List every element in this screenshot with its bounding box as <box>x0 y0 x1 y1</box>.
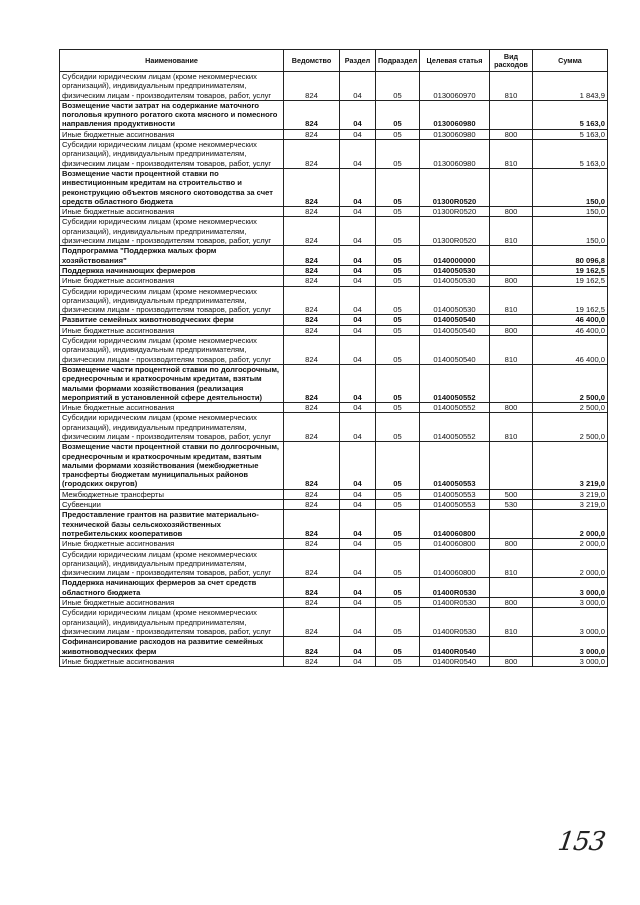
cell-section: 04 <box>340 364 376 402</box>
cell-section: 04 <box>340 207 376 217</box>
cell-department: 824 <box>284 442 340 489</box>
cell-target-article: 0140050552 <box>420 364 490 402</box>
cell-expense-type: 810 <box>490 608 533 637</box>
cell-subsection: 05 <box>376 598 420 608</box>
cell-subsection: 05 <box>376 100 420 129</box>
cell-sum: 46 400,0 <box>533 315 608 325</box>
cell-section: 04 <box>340 539 376 549</box>
cell-target-article: 0140060800 <box>420 549 490 578</box>
cell-department: 824 <box>284 325 340 335</box>
table-row <box>60 140 608 169</box>
cell-expense-type: 800 <box>490 129 533 139</box>
cell-target-article: 0130060980 <box>420 100 490 129</box>
column-header-department: Ведомство <box>284 50 340 72</box>
cell-department: 824 <box>284 140 340 169</box>
cell-department: 824 <box>284 336 340 365</box>
cell-section: 04 <box>340 246 376 266</box>
cell-department: 824 <box>284 637 340 657</box>
cell-section: 04 <box>340 413 376 442</box>
cell-expense-type: 810 <box>490 72 533 101</box>
cell-department: 824 <box>284 265 340 275</box>
table-body <box>60 72 608 667</box>
cell-name: Возмещение части процентной ставки по инвестиционным кредитам на строительство и реконструкцию объектов мясного скотоводства за счет средств областного бюджета <box>60 168 284 206</box>
cell-section: 04 <box>340 72 376 101</box>
cell-name: Субсидии юридическим лицам (кроме некоммерческих организаций), индивидуальным предпринимателям, физическим лицам - производителям товаров, работ, услуг <box>60 286 284 315</box>
cell-expense-type <box>490 168 533 206</box>
cell-expense-type <box>490 246 533 266</box>
table-row <box>60 656 608 666</box>
cell-department: 824 <box>284 510 340 539</box>
cell-subsection: 05 <box>376 364 420 402</box>
cell-sum: 3 000,0 <box>533 637 608 657</box>
table-row <box>60 598 608 608</box>
cell-name: Поддержка начинающих фермеров <box>60 265 284 275</box>
cell-expense-type: 800 <box>490 598 533 608</box>
cell-department: 824 <box>284 539 340 549</box>
cell-subsection: 05 <box>376 286 420 315</box>
cell-department: 824 <box>284 207 340 217</box>
cell-sum: 3 219,0 <box>533 500 608 510</box>
cell-expense-type: 800 <box>490 539 533 549</box>
cell-name: Возмещение части затрат на содержание маточного поголовья крупного рогатого скота мясного и помесного направления продуктивности <box>60 100 284 129</box>
cell-target-article: 01300R0520 <box>420 217 490 246</box>
cell-subsection: 05 <box>376 276 420 286</box>
table-row <box>60 72 608 101</box>
cell-sum: 150,0 <box>533 217 608 246</box>
cell-name: Иные бюджетные ассигнования <box>60 403 284 413</box>
cell-subsection: 05 <box>376 578 420 598</box>
cell-sum: 150,0 <box>533 207 608 217</box>
cell-department: 824 <box>284 246 340 266</box>
cell-subsection: 05 <box>376 336 420 365</box>
cell-sum: 2 500,0 <box>533 413 608 442</box>
cell-target-article: 0140050553 <box>420 442 490 489</box>
cell-section: 04 <box>340 325 376 335</box>
cell-expense-type: 810 <box>490 549 533 578</box>
table-row <box>60 129 608 139</box>
table-row <box>60 500 608 510</box>
cell-expense-type: 800 <box>490 403 533 413</box>
cell-target-article: 01300R0520 <box>420 168 490 206</box>
cell-target-article: 0140060800 <box>420 510 490 539</box>
cell-sum: 5 163,0 <box>533 100 608 129</box>
cell-name: Субсидии юридическим лицам (кроме некоммерческих организаций), индивидуальным предпринимателям, физическим лицам - производителям товаров, работ, услуг <box>60 336 284 365</box>
cell-section: 04 <box>340 510 376 539</box>
cell-target-article: 01400R0540 <box>420 637 490 657</box>
cell-sum: 2 000,0 <box>533 549 608 578</box>
cell-expense-type <box>490 442 533 489</box>
table-row <box>60 217 608 246</box>
table-row <box>60 100 608 129</box>
cell-expense-type <box>490 265 533 275</box>
cell-expense-type: 810 <box>490 140 533 169</box>
cell-expense-type: 810 <box>490 217 533 246</box>
cell-sum: 3 000,0 <box>533 656 608 666</box>
cell-department: 824 <box>284 315 340 325</box>
cell-department: 824 <box>284 549 340 578</box>
cell-name: Иные бюджетные ассигнования <box>60 325 284 335</box>
table-row <box>60 336 608 365</box>
cell-subsection: 05 <box>376 510 420 539</box>
cell-expense-type: 810 <box>490 286 533 315</box>
cell-subsection: 05 <box>376 500 420 510</box>
cell-subsection: 05 <box>376 656 420 666</box>
cell-expense-type: 500 <box>490 489 533 499</box>
cell-expense-type <box>490 510 533 539</box>
cell-expense-type <box>490 315 533 325</box>
cell-target-article: 0140050540 <box>420 336 490 365</box>
cell-sum: 3 000,0 <box>533 578 608 598</box>
cell-name: Возмещение части процентной ставки по долгосрочным, среднесрочным и краткосрочным кредитам, взятым малыми формами хозяйствования (реализация мероприятий в установленной сфере деятельности) <box>60 364 284 402</box>
table-row <box>60 246 608 266</box>
table-row <box>60 637 608 657</box>
table-row <box>60 413 608 442</box>
cell-expense-type: 530 <box>490 500 533 510</box>
cell-expense-type: 810 <box>490 413 533 442</box>
cell-department: 824 <box>284 489 340 499</box>
cell-name: Субсидии юридическим лицам (кроме некоммерческих организаций), индивидуальным предпринимателям, физическим лицам - производителям товаров, работ, услуг <box>60 72 284 101</box>
cell-department: 824 <box>284 168 340 206</box>
cell-target-article: 0140060800 <box>420 539 490 549</box>
cell-sum: 3 219,0 <box>533 442 608 489</box>
cell-name: Иные бюджетные ассигнования <box>60 656 284 666</box>
cell-sum: 2 500,0 <box>533 364 608 402</box>
cell-subsection: 05 <box>376 207 420 217</box>
cell-section: 04 <box>340 100 376 129</box>
cell-department: 824 <box>284 72 340 101</box>
cell-sum: 150,0 <box>533 168 608 206</box>
cell-target-article: 0140050552 <box>420 403 490 413</box>
cell-department: 824 <box>284 608 340 637</box>
table-row <box>60 286 608 315</box>
cell-target-article: 01300R0520 <box>420 207 490 217</box>
cell-subsection: 05 <box>376 489 420 499</box>
cell-sum: 80 096,8 <box>533 246 608 266</box>
cell-target-article: 0130060970 <box>420 72 490 101</box>
cell-section: 04 <box>340 217 376 246</box>
cell-section: 04 <box>340 637 376 657</box>
table-row <box>60 539 608 549</box>
table-row <box>60 403 608 413</box>
cell-sum: 3 219,0 <box>533 489 608 499</box>
cell-name: Развитие семейных животноводческих ферм <box>60 315 284 325</box>
cell-section: 04 <box>340 286 376 315</box>
cell-name: Поддержка начинающих фермеров за счет средств областного бюджета <box>60 578 284 598</box>
cell-target-article: 01400R0540 <box>420 656 490 666</box>
cell-department: 824 <box>284 578 340 598</box>
cell-section: 04 <box>340 129 376 139</box>
cell-sum: 46 400,0 <box>533 336 608 365</box>
cell-expense-type <box>490 364 533 402</box>
cell-section: 04 <box>340 442 376 489</box>
cell-target-article: 0140050530 <box>420 286 490 315</box>
table-row <box>60 578 608 598</box>
cell-name: Подпрограмма "Поддержка малых форм хозяйствования" <box>60 246 284 266</box>
cell-section: 04 <box>340 265 376 275</box>
cell-expense-type: 810 <box>490 336 533 365</box>
cell-section: 04 <box>340 656 376 666</box>
cell-section: 04 <box>340 489 376 499</box>
cell-section: 04 <box>340 578 376 598</box>
table-row <box>60 364 608 402</box>
table-row <box>60 608 608 637</box>
cell-name: Субсидии юридическим лицам (кроме некоммерческих организаций), индивидуальным предпринимателям, физическим лицам - производителям товаров, работ, услуг <box>60 608 284 637</box>
cell-target-article: 0140050552 <box>420 413 490 442</box>
cell-subsection: 05 <box>376 608 420 637</box>
cell-target-article: 0140000000 <box>420 246 490 266</box>
cell-expense-type <box>490 100 533 129</box>
budget-table <box>59 49 608 667</box>
column-header-target-article: Целевая статья <box>420 50 490 72</box>
cell-name: Иные бюджетные ассигнования <box>60 539 284 549</box>
cell-department: 824 <box>284 364 340 402</box>
cell-name: Межбюджетные трансферты <box>60 489 284 499</box>
cell-sum: 3 000,0 <box>533 598 608 608</box>
table-header-row <box>60 50 608 72</box>
cell-name: Субсидии юридическим лицам (кроме некоммерческих организаций), индивидуальным предпринимателям, физическим лицам - производителям товаров, работ, услуг <box>60 413 284 442</box>
cell-expense-type: 800 <box>490 656 533 666</box>
cell-expense-type: 800 <box>490 207 533 217</box>
cell-target-article: 0140050530 <box>420 265 490 275</box>
cell-name: Иные бюджетные ассигнования <box>60 207 284 217</box>
cell-subsection: 05 <box>376 413 420 442</box>
table-row <box>60 265 608 275</box>
cell-sum: 19 162,5 <box>533 286 608 315</box>
table-row <box>60 207 608 217</box>
column-header-sum: Сумма <box>533 50 608 72</box>
column-header-section: Раздел <box>340 50 376 72</box>
cell-sum: 2 500,0 <box>533 403 608 413</box>
cell-section: 04 <box>340 403 376 413</box>
handwritten-page-number: 153 <box>555 827 607 857</box>
cell-sum: 1 843,9 <box>533 72 608 101</box>
cell-section: 04 <box>340 598 376 608</box>
cell-sum: 2 000,0 <box>533 539 608 549</box>
cell-name: Предоставление грантов на развитие материально-технической базы сельскохозяйственных потребительских кооперативов <box>60 510 284 539</box>
cell-department: 824 <box>284 217 340 246</box>
cell-subsection: 05 <box>376 539 420 549</box>
cell-target-article: 01400R0530 <box>420 608 490 637</box>
table-row <box>60 315 608 325</box>
cell-department: 824 <box>284 500 340 510</box>
cell-name: Софинансирование расходов на развитие семейных животноводческих ферм <box>60 637 284 657</box>
cell-subsection: 05 <box>376 442 420 489</box>
cell-department: 824 <box>284 129 340 139</box>
cell-department: 824 <box>284 276 340 286</box>
cell-subsection: 05 <box>376 403 420 413</box>
cell-target-article: 0140050540 <box>420 325 490 335</box>
cell-name: Иные бюджетные ассигнования <box>60 276 284 286</box>
cell-section: 04 <box>340 549 376 578</box>
table-row <box>60 276 608 286</box>
cell-target-article: 0130060980 <box>420 140 490 169</box>
cell-expense-type <box>490 637 533 657</box>
cell-sum: 5 163,0 <box>533 140 608 169</box>
cell-name: Субсидии юридическим лицам (кроме некоммерческих организаций), индивидуальным предпринимателям, физическим лицам - производителям товаров, работ, услуг <box>60 549 284 578</box>
cell-expense-type <box>490 578 533 598</box>
cell-sum: 46 400,0 <box>533 325 608 335</box>
cell-subsection: 05 <box>376 549 420 578</box>
cell-section: 04 <box>340 276 376 286</box>
column-header-subsection: Подраздел <box>376 50 420 72</box>
cell-sum: 19 162,5 <box>533 276 608 286</box>
cell-department: 824 <box>284 286 340 315</box>
cell-expense-type: 800 <box>490 325 533 335</box>
cell-name: Иные бюджетные ассигнования <box>60 598 284 608</box>
cell-subsection: 05 <box>376 129 420 139</box>
cell-expense-type: 800 <box>490 276 533 286</box>
cell-section: 04 <box>340 500 376 510</box>
table-row <box>60 489 608 499</box>
cell-department: 824 <box>284 403 340 413</box>
cell-name: Субвенции <box>60 500 284 510</box>
table-row <box>60 168 608 206</box>
table-row <box>60 549 608 578</box>
cell-subsection: 05 <box>376 315 420 325</box>
cell-name: Субсидии юридическим лицам (кроме некоммерческих организаций), индивидуальным предпринимателям, физическим лицам - производителям товаров, работ, услуг <box>60 217 284 246</box>
cell-target-article: 01400R0530 <box>420 598 490 608</box>
cell-department: 824 <box>284 656 340 666</box>
cell-name: Возмещение части процентной ставки по долгосрочным, среднесрочным и краткосрочным кредитам, взятым малыми формами хозяйствования (межбюджетные трансферты бюджетам муниципальных районов (городских округов) <box>60 442 284 489</box>
cell-department: 824 <box>284 598 340 608</box>
cell-sum: 19 162,5 <box>533 265 608 275</box>
cell-section: 04 <box>340 140 376 169</box>
cell-section: 04 <box>340 608 376 637</box>
cell-subsection: 05 <box>376 72 420 101</box>
cell-section: 04 <box>340 315 376 325</box>
cell-name: Иные бюджетные ассигнования <box>60 129 284 139</box>
cell-sum: 2 000,0 <box>533 510 608 539</box>
column-header-name: Наименование <box>60 50 284 72</box>
column-header-expense-type: Вид расходов <box>490 50 533 72</box>
cell-section: 04 <box>340 336 376 365</box>
cell-target-article: 01400R0530 <box>420 578 490 598</box>
cell-department: 824 <box>284 100 340 129</box>
cell-target-article: 0140050553 <box>420 489 490 499</box>
cell-subsection: 05 <box>376 637 420 657</box>
cell-target-article: 0140050540 <box>420 315 490 325</box>
cell-subsection: 05 <box>376 168 420 206</box>
cell-subsection: 05 <box>376 265 420 275</box>
table-row <box>60 442 608 489</box>
cell-name: Субсидии юридическим лицам (кроме некоммерческих организаций), индивидуальным предпринимателям, физическим лицам - производителям товаров, работ, услуг <box>60 140 284 169</box>
cell-section: 04 <box>340 168 376 206</box>
cell-target-article: 0140050530 <box>420 276 490 286</box>
cell-subsection: 05 <box>376 246 420 266</box>
cell-subsection: 05 <box>376 140 420 169</box>
cell-subsection: 05 <box>376 217 420 246</box>
cell-sum: 3 000,0 <box>533 608 608 637</box>
cell-target-article: 0140050553 <box>420 500 490 510</box>
cell-department: 824 <box>284 413 340 442</box>
cell-target-article: 0130060980 <box>420 129 490 139</box>
cell-sum: 5 163,0 <box>533 129 608 139</box>
table-row <box>60 325 608 335</box>
cell-subsection: 05 <box>376 325 420 335</box>
table-row <box>60 510 608 539</box>
